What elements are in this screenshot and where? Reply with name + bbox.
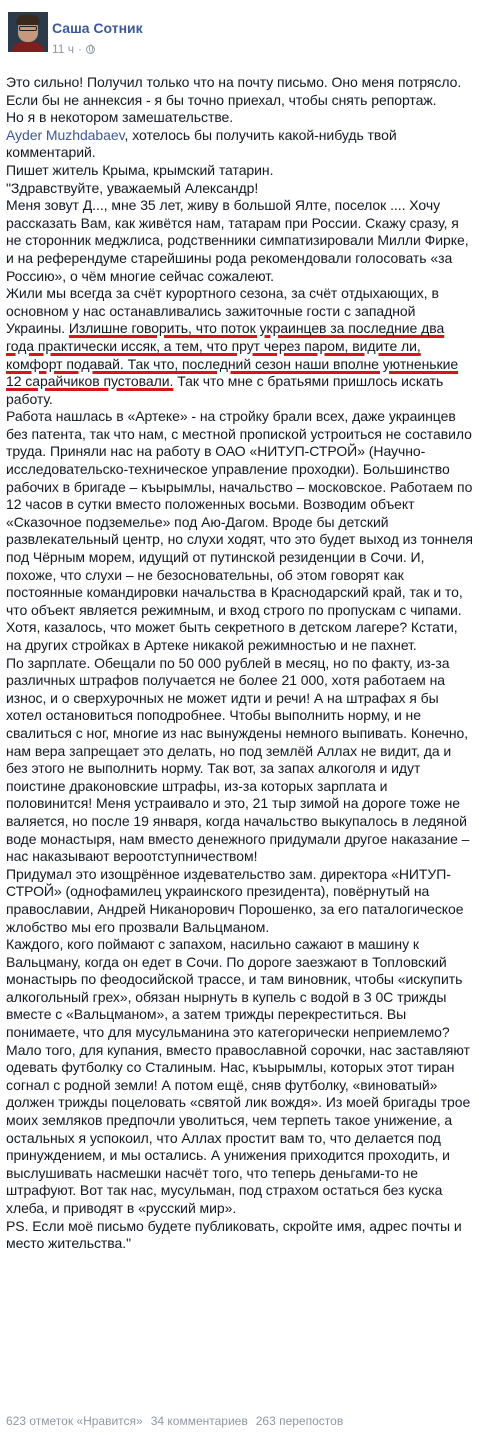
post-mention-line [6, 127, 473, 162]
post-header [0, 12, 479, 64]
underlined-passage: Излишне говорить, что поток украинцев за последние два года практически иссяк, а тем, что прут через паром, видите ли, комфорт подавай. Так что, последний сезон наши вполне уютненькие 12 сарайчиков пустовали. [6, 320, 459, 390]
letter-ps: PS. Если моё письмо будете публиковать, скройте имя, адрес почты и место жительства." [6, 1217, 462, 1252]
post-line: Но я в некотором замешательстве. [6, 109, 234, 126]
mention-rest: , хотелось бы получить какой-нибудь твой комментарий. [6, 126, 397, 161]
post-footer [6, 1414, 343, 1428]
avatar[interactable] [8, 12, 48, 52]
post-line: Пишет житель Крыма, крымский татарин. [6, 161, 274, 178]
letter-paragraph: По зарплате. Обещали по 50 000 рублей в месяц, но по факту, из-за различных штрафов получается не более 21 000, хотя работаем на износ, и о сверхурочных не может идти и речи! А на штрафах я бы хотел остановиться поподробнее. Чтобы выполнить норму, и не свалиться с ног, многие из нас вынуждены немного выпивать. Конечно, нам вера запрещает это делать, но под землёй Аллах не видит, да и без этого не выполнить норму. Так вот, за запах алкоголя и идут поистине драконовские штрафы, из-за которых зарплата и половинится! Меня устраивало и это, 21 тыр зимой на дороге тоже не валяется, но после 19 января, когда начальство выкупалось в ледяной воде монастыря, нам вместо денежного придумали другое наказание – нас наказывают вероотступничеством! [6, 654, 470, 865]
mention-link[interactable]: Ayder Muzhdabaev [6, 126, 125, 143]
post-body [0, 64, 479, 1253]
likes-count[interactable]: 623 отметок «Нравится» [6, 1414, 143, 1428]
comments-count[interactable]: 34 комментариев [150, 1414, 248, 1428]
shares-count[interactable]: 263 перепостов [255, 1414, 344, 1428]
letter-paragraph: Каждого, кого поймают с запахом, насильно сажают в машину к Вальцману, когда он едет в Сочи. По дороге заезжают в Топловский монастырь по феодосийской трассе, и там виновник, чтобы «искупить алкогольный грех», обязан нырнуть в купель с водой в 3 0С трижды вместе с «Вальцманом», а затем трижды перекреститься. Вы понимаете, что для мусульманина это категорически неприемлемо? Мало того, для купания, вместо православной сорочки, нас заставляют одевать футболку со Сталиным. Нас, къырымлы, которых этот тиран согнал с родной земли! А потом ещё, сняв футболку, «виноватый» должен трижды поцеловать «святой лик вождя». Из моей бригады трое моих земляков предпочли уволиться, чем терпеть такое унижение, а остальных я успокоил, что Аллах простит вам то, что делается под принуждением, и мы остались. А унижения приходится проходить, и выслушивать насмешки насчёт того, что теперь деньгами-то не штрафуют. Вот так нас, мусульман, под страхом остаться без куска хлеба, и приводят в «русский мир». [6, 936, 471, 1216]
dot-separator: · [78, 42, 83, 56]
post-meta [52, 42, 95, 56]
letter-paragraph: Работа нашлась в «Артеке» - на стройку брали всех, даже украинцев без патента, так что нам, с местной пропиской устроиться не составило труда. Приняли нас на работу в ОАО «НИТУП-СТРОЙ» (Научно-исследовательско-техническое управление проходки). Большинство рабочих в бригаде – къырымлы, начальство – московское. Работаем по 12 часов в сутки вместо положенных восьми. Возводим объект «Сказочное подземелье» под Аю-Дагом. Вроде бы детский развлекательный центр, но слухи ходят, что это будет выход из тоннеля под Чёрным морем, идущий от путинской резиденции в Сочи. И, похоже, что слухи – не безосновательны, об этом говорят как постоянные командировки начальства в Краснодарский край, так и то, что объект является режимным, и вход строго по пропускам с чипами. Хотя, казалось, что может быть секретного в детском лагере? Кстати, на других стройках в Артеке никакой режимностью и не пахнет. [6, 408, 473, 653]
letter-paragraph: Придумал это изощрённое издевательство зам. директора «НИТУП-СТРОЙ» (однофамилец украинского президента), повёрнутый на православии, Андрей Никанорович Порошенко, за его паталогическое жлобство мы его прозвали Вальцманом. [6, 865, 464, 935]
paragraph-end: Так что мне с братьями пришлось искать работу. [6, 373, 444, 407]
paragraph-start: Жили мы всегда за счёт курортного сезона, за счёт отдыхающих, в основном у нас останавливались зажиточные гости с западной Украины. [6, 285, 439, 337]
globe-icon[interactable] [86, 45, 95, 54]
author-name[interactable]: Саша Сотник [52, 20, 143, 36]
letter-paragraph: Меня зовут Д..., мне 35 лет, живу в большой Ялте, поселок .... Хочу рассказать Вам, как живётся нам, татарам при России. Скажу сразу, я не сторонник меджлиса, родственники симпатизировали Милли Фирке, и на референдуме старейшины рода рекомендовали голосовать «за Россию», о чём многие сейчас сожалеют. [6, 197, 469, 284]
letter-paragraph [6, 285, 473, 408]
post-intro: Это сильно! Получил только что на почту письмо. Оно меня потрясло. Если бы не аннексия - я бы точно приехал, чтобы снять репортаж. [6, 74, 462, 108]
letter-greeting: "Здравствуйте, уважаемый Александр! [6, 179, 259, 196]
post-time[interactable]: 11 ч [52, 42, 75, 56]
